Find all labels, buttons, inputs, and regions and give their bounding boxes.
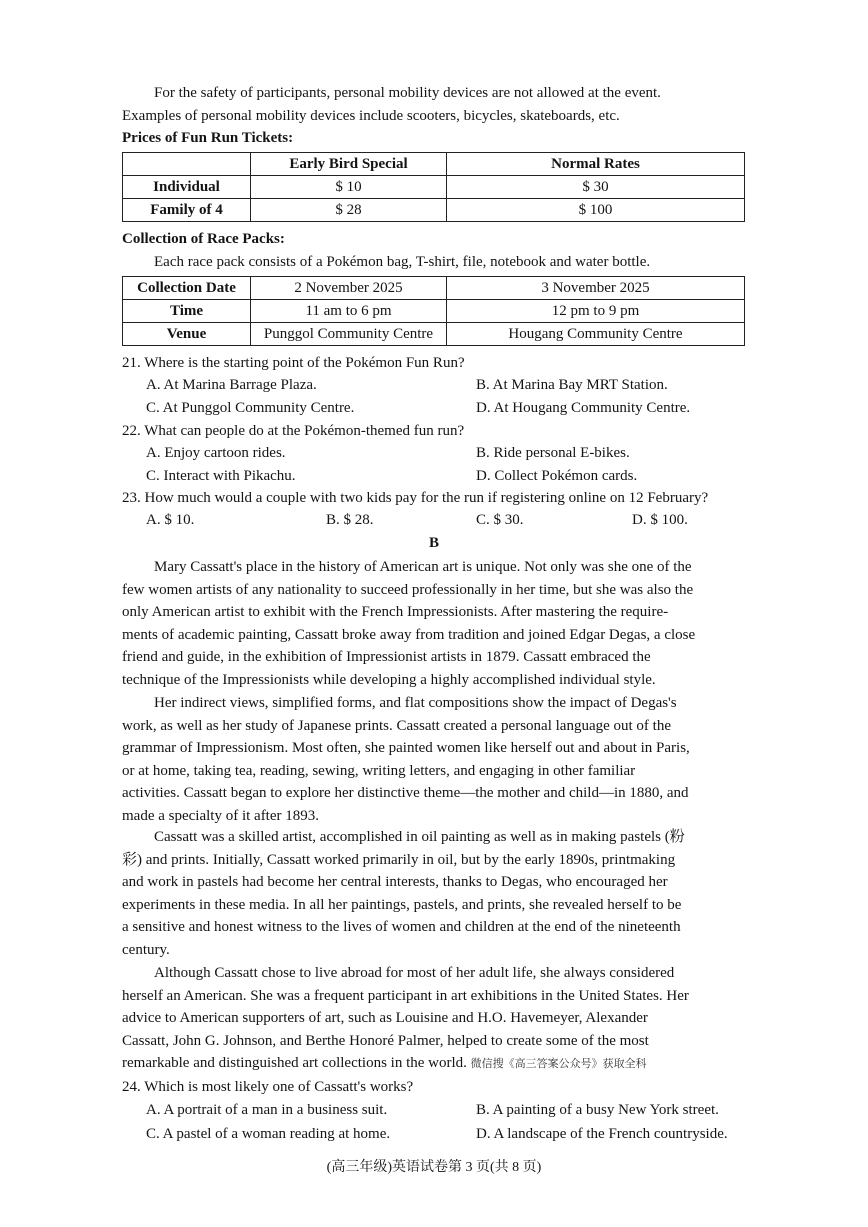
passage-line: grammar of Impressionism. Most often, she painted women like herself out and about in Paris, [122,740,690,757]
table-row [123,277,745,300]
table-header-cell: Early Bird Special [251,153,447,176]
passage-line [122,1052,748,1076]
passage-paragraph-3 [122,826,748,962]
question-22-option-d[interactable]: D. Collect Pokémon cards. [476,468,638,484]
row-label: Individual [123,176,251,199]
table-cell: $ 30 [447,176,745,199]
passage-line: Her indirect views, simplified forms, and flat compositions show the impact of Degas's [154,695,677,711]
passage-paragraph-2 [122,692,748,828]
table-row [123,300,745,323]
passage-line: 彩) and prints. Initially, Cassatt worked primarily in oil, but by the early 1890s, printmaking [122,851,676,868]
table-cell: $ 10 [251,176,447,199]
question-21-option-a[interactable]: A. At Marina Barrage Plaza. [146,377,317,393]
question-23-option-b[interactable]: B. $ 28. [326,512,374,528]
table-row [123,199,745,222]
passage-line: century. [122,941,170,958]
row-label: Family of 4 [123,199,251,222]
question-24-option-a[interactable]: A. A portrait of a man in a business suit. [146,1102,388,1118]
table-cell: Hougang Community Centre [447,323,745,346]
passage-line-text: remarkable and distinguished art collections in the world. [122,1055,467,1072]
passage-line: work, as well as her study of Japanese prints. Cassatt created a personal language out of the [122,717,671,734]
table-row [123,323,745,346]
passage-line: ments of academic painting, Cassatt broke away from tradition and joined Edgar Degas, a close [122,626,696,643]
passage-line: Cassatt was a skilled artist, accomplished in oil painting as well as in making pastels (粉 [154,829,685,845]
question-24-option-b[interactable]: B. A painting of a busy New York street. [476,1102,719,1118]
question-24-option-c[interactable]: C. A pastel of a woman reading at home. [146,1126,391,1142]
race-pack-table [122,276,745,346]
table-cell: $ 100 [447,199,745,222]
row-label: Collection Date [123,277,251,300]
ticket-price-table [122,152,745,222]
question-21-option-b[interactable]: B. At Marina Bay MRT Station. [476,377,668,393]
passage-line: herself an American. She was a frequent participant in art exhibitions in the United States. Her [122,987,689,1004]
passage-line: activities. Cassatt began to explore her distinctive theme—the mother and child—in 1880, and [122,785,689,802]
tickets-heading: Prices of Fun Run Tickets: [122,130,294,146]
table-cell: $ 28 [251,199,447,222]
table-header-cell [123,153,251,176]
passage-line: only American artist to exhibit with the French Impressionists. After mastering the require- [122,604,669,621]
packs-description: Each race pack consists of a Pokémon bag, T-shirt, file, notebook and water bottle. [154,254,651,270]
question-24-option-d[interactable]: D. A landscape of the French countryside. [476,1126,728,1142]
question-23-option-d[interactable]: D. $ 100. [632,512,688,528]
intro-line-2: Examples of personal mobility devices include scooters, bicycles, skateboards, etc. [122,108,620,124]
passage-line: Although Cassatt chose to live abroad for most of her adult life, she always considered [154,965,675,981]
passage-line: advice to American supporters of art, such as Louisine and H.O. Havemeyer, Alexander [122,1010,648,1027]
question-21-option-d[interactable]: D. At Hougang Community Centre. [476,400,691,416]
passage-line: or at home, taking tea, reading, sewing, writing letters, and engaging in other familiar [122,762,636,779]
page-footer: (高三年级)英语试卷第 3 页(共 8 页) [326,1160,542,1175]
question-22-option-b[interactable]: B. Ride personal E-bikes. [476,445,630,461]
passage-line: a sensitive and honest witness to the lives of women and children at the end of the nineteenth [122,919,681,936]
question-23-option-c[interactable]: C. $ 30. [476,512,524,528]
row-label: Venue [123,323,251,346]
question-22-stem: 22. What can people do at the Pokémon-themed fun run? [122,423,465,439]
question-21-stem: 21. Where is the starting point of the Pokémon Fun Run? [122,355,465,371]
passage-line: made a specialty of it after 1893. [122,807,320,824]
passage-line: few women artists of any nationality to succeed professionally in her time, but she was also the [122,581,694,598]
question-21-option-c[interactable]: C. At Punggol Community Centre. [146,400,355,416]
row-label: Time [123,300,251,323]
question-24-stem: 24. Which is most likely one of Cassatt's works? [122,1079,414,1095]
passage-line: technique of the Impressionists while developing a highly accomplished individual style. [122,671,656,688]
passage-line: experiments in these media. In all her paintings, pastels, and prints, she revealed herself to be [122,896,682,913]
question-23-stem: 23. How much would a couple with two kids pay for the run if registering online on 12 February? [122,490,709,506]
table-cell: 12 pm to 9 pm [447,300,745,323]
table-header-row [123,153,745,176]
table-cell: 3 November 2025 [447,277,745,300]
question-22-option-c[interactable]: C. Interact with Pikachu. [146,468,296,484]
question-23-option-a[interactable]: A. $ 10. [146,512,195,528]
passage-line: Cassatt, John G. Johnson, and Berthe Honoré Palmer, helped to create some of the most [122,1032,649,1049]
question-22-option-a[interactable]: A. Enjoy cartoon rides. [146,445,286,461]
intro-line-1: For the safety of participants, personal mobility devices are not allowed at the event. [154,85,661,101]
table-cell: 11 am to 6 pm [251,300,447,323]
table-header-cell: Normal Rates [447,153,745,176]
watermark-text: 微信搜《高三答案公众号》获取全科 [470,1057,647,1071]
table-cell: 2 November 2025 [251,277,447,300]
passage-paragraph-4 [122,962,748,1076]
table-cell: Punggol Community Centre [251,323,447,346]
section-b-heading: B [428,535,439,551]
packs-heading: Collection of Race Packs: [122,231,285,247]
passage-line: Mary Cassatt's place in the history of American art is unique. Not only was she one of the [154,559,692,575]
table-row [123,176,745,199]
passage-paragraph-1 [122,556,748,692]
passage-line: friend and guide, in the exhibition of Impressionist artists in 1879. Cassatt embraced the [122,649,651,666]
passage-line: and work in pastels had become her central interests, thanks to Degas, who encouraged her [122,874,668,891]
